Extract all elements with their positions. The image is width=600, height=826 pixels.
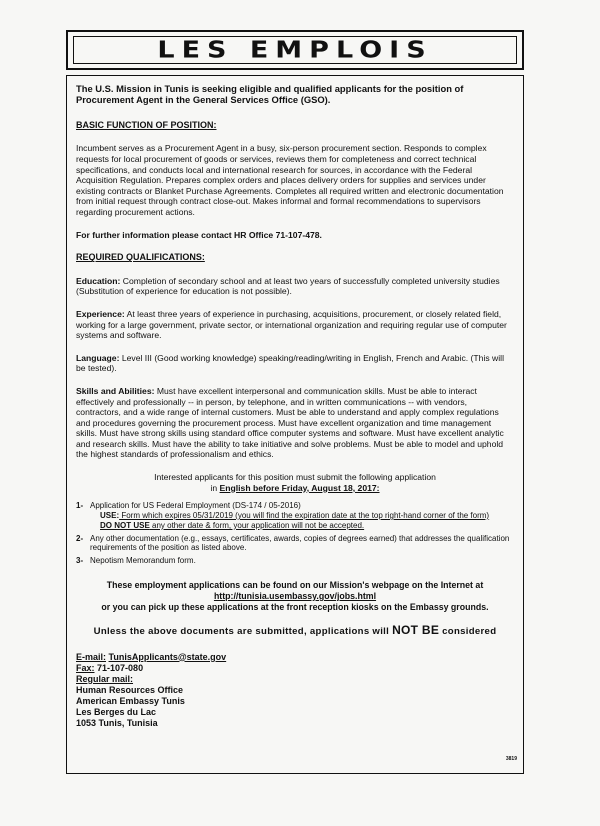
application-intro	[76, 472, 514, 493]
language-text: Level III (Good working knowledge) speaking/reading/writing in English, French and Arabic. (This will be tested).	[76, 352, 504, 374]
fax-line	[76, 663, 514, 674]
item-number: 2-	[76, 533, 84, 543]
address-line: American Embassy Tunis	[76, 695, 185, 706]
skills-paragraph	[76, 386, 514, 460]
deadline-prefix: in	[210, 482, 220, 493]
deadline: English before Friday, August 18, 2017:	[219, 482, 380, 493]
mail-label: Regular mail:	[76, 673, 134, 684]
contact-block	[76, 652, 514, 729]
use-instruction	[90, 511, 489, 521]
list-item	[76, 556, 514, 566]
banner	[66, 30, 524, 70]
fax-label: Fax:	[76, 662, 95, 673]
intro-text: The U.S. Mission in Tunis is seeking eligible and qualified applicants for the position of Procurement Agent in the General Services Office (GSO).	[76, 83, 464, 106]
basic-function-heading: BASIC FUNCTION OF POSITION:	[76, 119, 217, 130]
email-label: E-mail:	[76, 651, 107, 662]
notice-after: considered	[439, 626, 497, 638]
address-line: Les Berges du Lac	[76, 706, 157, 717]
contact-line: For further information please contact HR Office 71-107-478.	[76, 229, 322, 240]
web-line-1: These employment applications can be found on our Mission's webpage on the Internet at	[106, 580, 484, 591]
skills-text: Must have excellent interpersonal and communication skills. Must be able to interact effectively and professionally -- in person, by telephone, and in written communications -- with vendors, contractors, and a wide range of internal customers. Must be able to understand and apply complex regulations and procedures governing the procurement process. Must have excellent organization and time management skills. Must have strong skills using standard office computer systems and software. Must have excellent analytic and research skills. Must have the ability to take initiative and solve problems. Must be able to model and uphold the highest standards of professionalism and ethics.	[76, 385, 504, 460]
required-documents-list	[76, 501, 514, 566]
web-info	[76, 580, 514, 613]
address-line: Human Resources Office	[76, 684, 184, 695]
do-not-use-instruction	[90, 521, 489, 531]
item-number: 3-	[76, 556, 84, 566]
list-item	[76, 501, 514, 530]
address-line: 1053 Tunis, Tunisia	[76, 717, 158, 728]
application-intro-text: Interested applicants for this position must submit the following application	[154, 472, 436, 483]
notice-emphasis: NOT BE	[392, 623, 440, 638]
qualifications-heading: REQUIRED QUALIFICATIONS:	[76, 252, 205, 263]
use-text: Form which expires 05/31/2019 (you will find the expiration date at the top right-hand corner of the form)	[119, 511, 490, 521]
item-body	[90, 501, 489, 530]
ad-code: 3819	[505, 756, 517, 763]
email-link[interactable]: TunisApplicants@state.gov	[108, 651, 227, 662]
education-label: Education:	[76, 275, 121, 286]
item-text: Application for US Federal Employment (DS-174 / 05-2016)	[90, 501, 301, 511]
notice	[76, 625, 514, 638]
language-paragraph	[76, 353, 514, 374]
notice-before: Unless the above documents are submitted, applications will	[93, 626, 393, 638]
item-text: Any other documentation (e.g., essays, certificates, awards, copies of degrees earned) that addresses the qualification requirements of the position as listed above.	[90, 533, 510, 553]
item-number: 1-	[76, 501, 84, 511]
web-line-2: or you can pick up these applications at the front reception kiosks on the Embassy grounds.	[101, 602, 489, 613]
do-not-use-label: DO NOT USE	[100, 520, 150, 530]
skills-label: Skills and Abilities:	[76, 385, 155, 396]
email-line	[76, 652, 514, 663]
use-label: USE:	[100, 511, 120, 521]
item-text: Nepotism Memorandum form.	[90, 556, 196, 566]
do-not-use-text: any other date & form, your application will not be accepted.	[149, 520, 365, 530]
education-paragraph	[76, 276, 514, 297]
experience-label: Experience:	[76, 308, 125, 319]
banner-title: LES EMPLOIS	[157, 36, 433, 64]
basic-function-text: Incumbent serves as a Procurement Agent in a busy, six-person procurement section. Responds to complex requests for local procurement of goods or services, reviews them for completeness and correct technical specifications, and conducts local and international research for sources, in accordance with the Federal Acquisition Regulation. Prepares complex orders and places delivery orders for supplies and services under existing contracts or Blanket Purchase Agreements. Completes all required written and electronic documentation from initial request through contract close-out. Makes informal and formal recommendations to supervisors regarding procurement actions.	[76, 143, 504, 217]
experience-paragraph	[76, 309, 514, 341]
education-text: Completion of secondary school and at least two years of successfully completed university studies (Substitution of experience for education is not possible).	[76, 275, 500, 297]
experience-text: At least three years of experience in purchasing, acquisitions, procurement, or closely related field, working for a large government, private sector, or international organization and requiring regular use of computer systems and software.	[76, 308, 507, 341]
jobs-url-link[interactable]: http://tunisia.usembassy.gov/jobs.html	[213, 591, 377, 602]
language-label: Language:	[76, 352, 120, 363]
job-announcement	[66, 75, 524, 774]
fax-number: 71-107-080	[97, 662, 144, 673]
list-item	[76, 534, 514, 554]
